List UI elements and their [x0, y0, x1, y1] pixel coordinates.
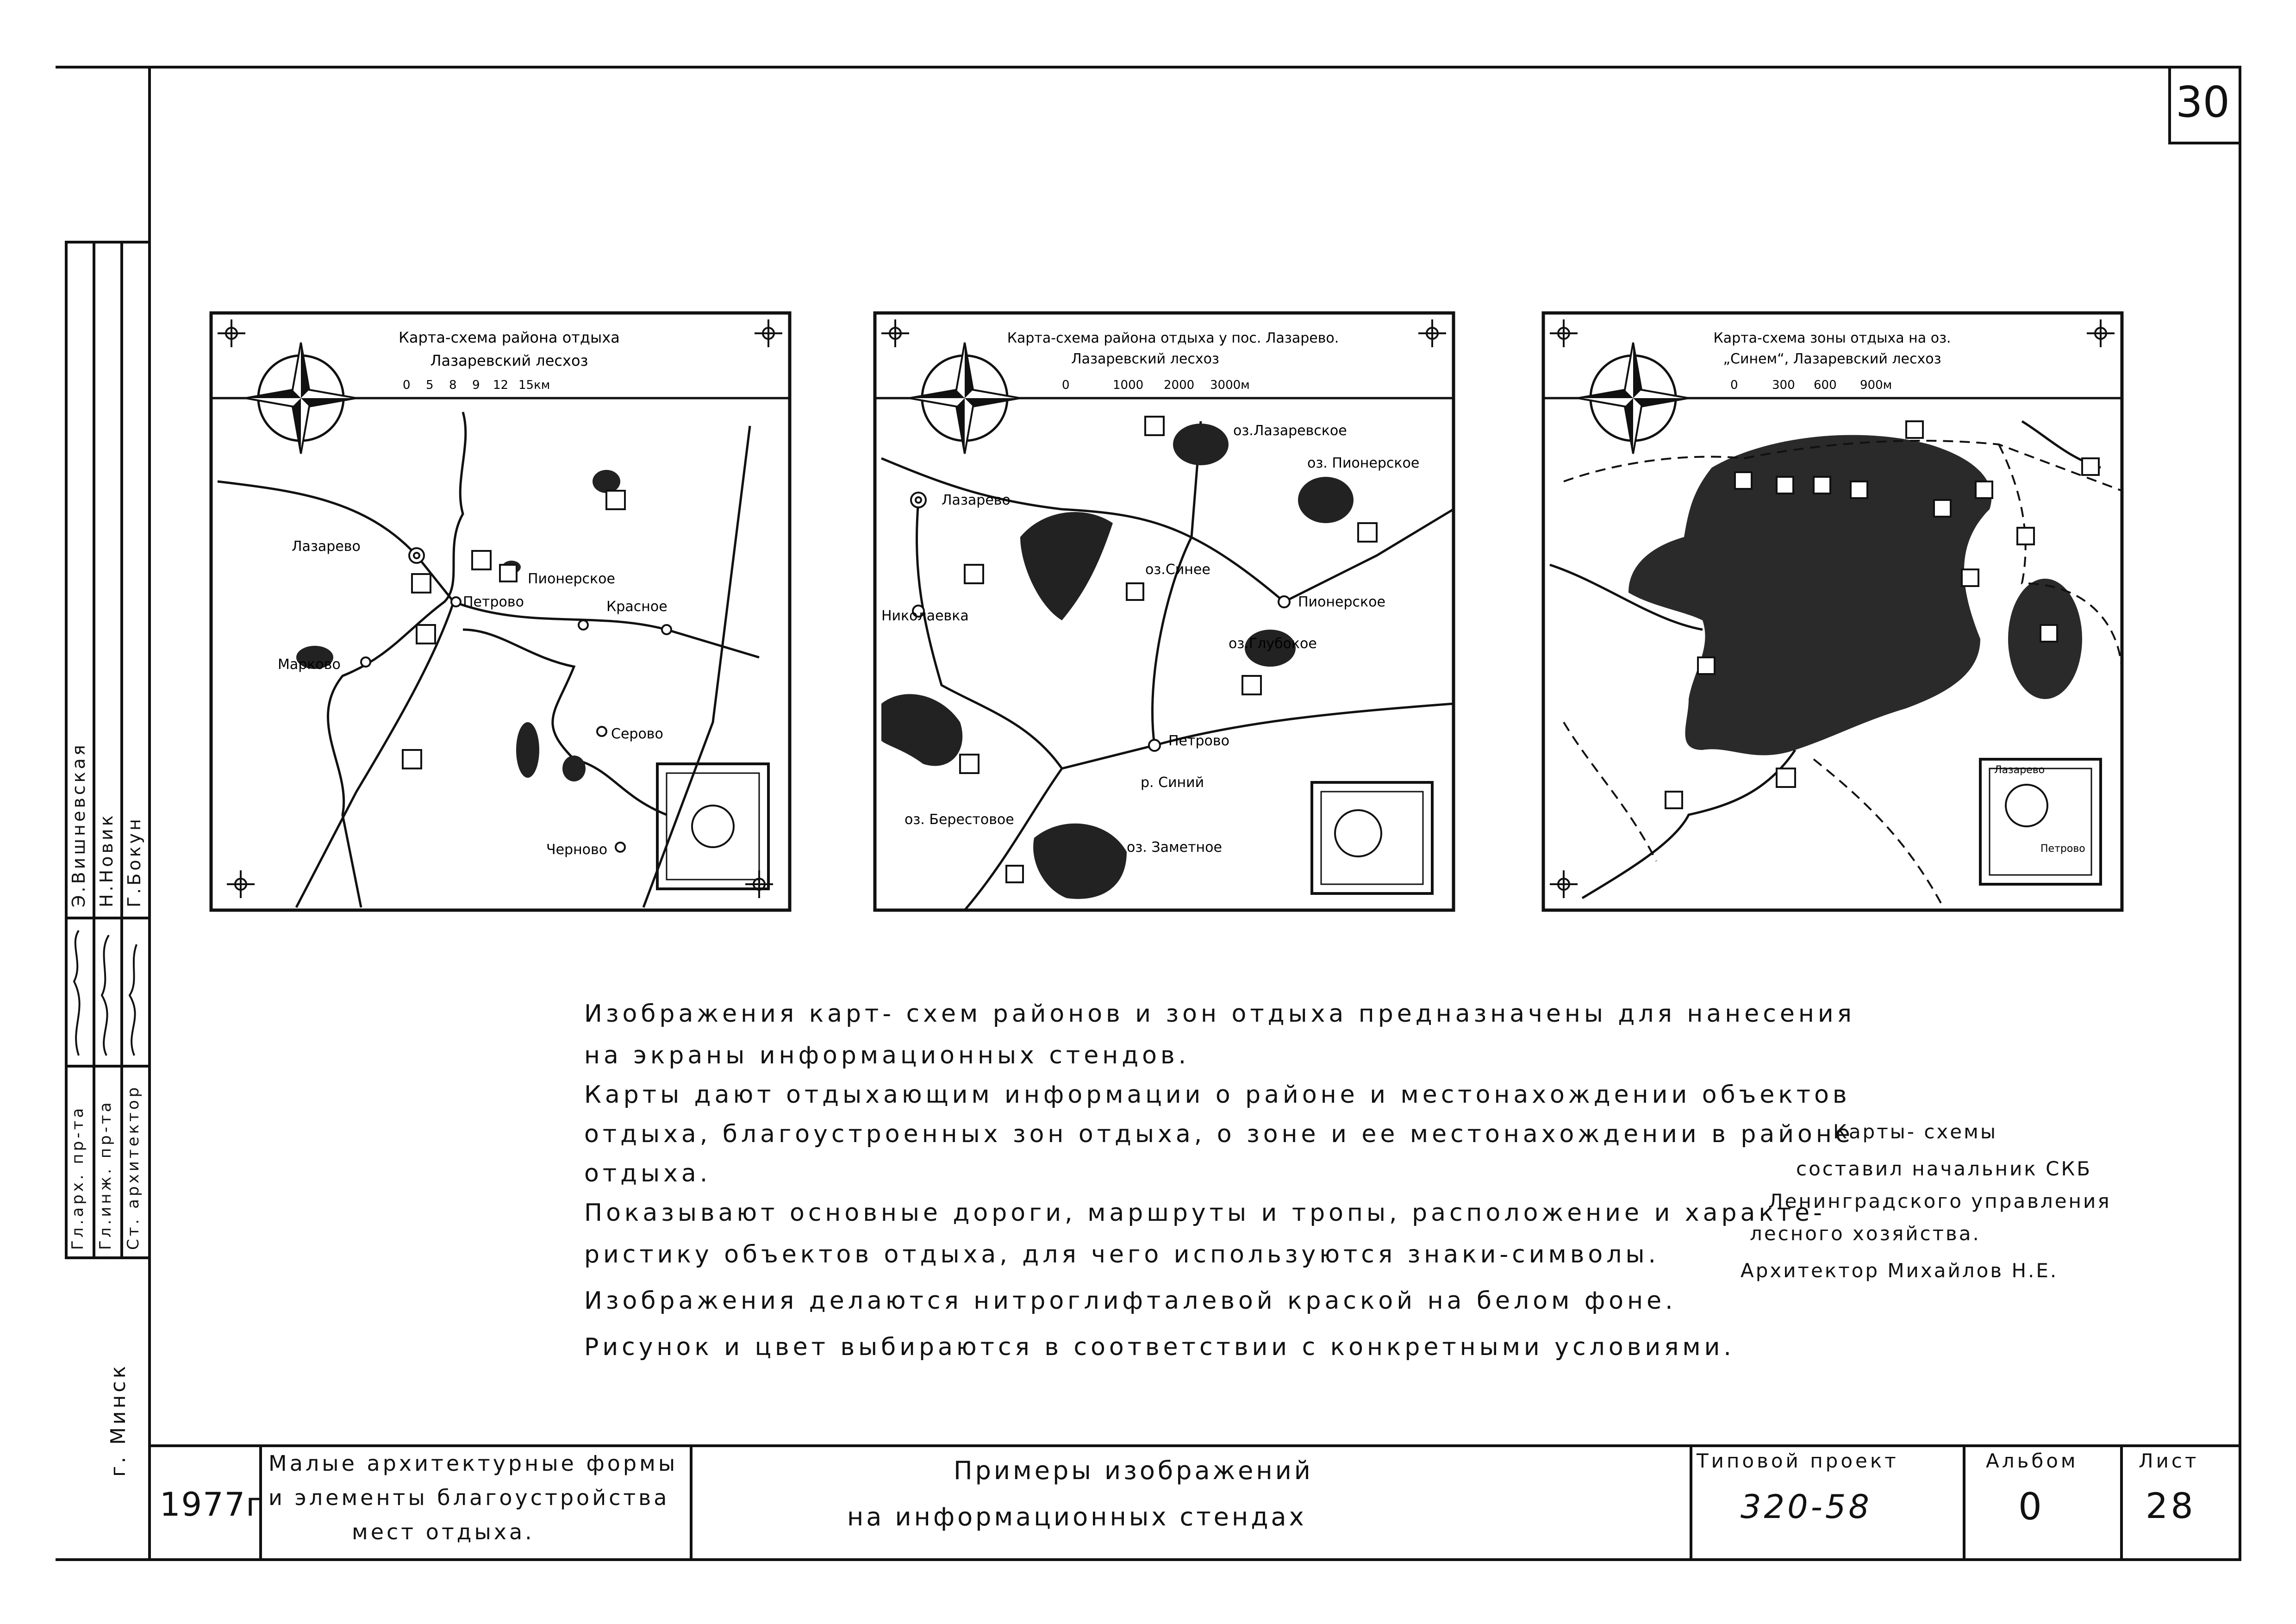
- sheet-value: 28: [2146, 1485, 2196, 1526]
- map-panel-3: [1536, 306, 2128, 917]
- map-2-scale-2: 2000: [1164, 378, 1195, 392]
- map-1-scale-5: 15км: [518, 378, 550, 392]
- map-2-place-2: оз. Пионерское: [1307, 455, 1420, 471]
- map-2-place-1: оз.Лазаревское: [1233, 423, 1347, 439]
- stamp-role-2: Гл.инж. пр-та: [96, 1099, 115, 1250]
- paragraph-line-5: отдыха.: [584, 1160, 711, 1187]
- stamp-role-3: Ст. архитектор: [124, 1084, 143, 1250]
- map-2-scale-3: 3000м: [1210, 378, 1250, 392]
- title-line-2: на информационных стендах: [847, 1502, 1307, 1531]
- paragraph-line-3: Карты дают отдыхающим информации о районе и местонахождении объектов: [584, 1081, 1851, 1109]
- series-line-1: Малые архитектурные формы: [268, 1451, 678, 1476]
- credit-line-3: Ленинградского управления: [1768, 1190, 2111, 1212]
- paragraph-line-4: отдыха, благоустроенных зон отдыха, о зоне и ее местонахождении в районе: [584, 1120, 1854, 1148]
- map-2-title-1: Карта-схема района отдыха у пос. Лазарево.: [1007, 330, 1339, 346]
- album-label: Альбом: [1986, 1449, 2078, 1472]
- map-1-place-3: Красное: [606, 599, 668, 615]
- map-1-scale-2: 8: [449, 378, 457, 392]
- map-1-scale-3: 9: [472, 378, 480, 392]
- project-label: Типовой проект: [1697, 1449, 1899, 1472]
- paragraph-line-6: Показывают основные дороги, маршруты и тропы, расположение и характе-: [584, 1199, 1826, 1227]
- map-1-title-1: Карта-схема района отдыха: [399, 329, 620, 346]
- map-3-scale-3: 900м: [1860, 378, 1892, 392]
- map-3-scale-2: 600: [1814, 378, 1837, 392]
- stamp-name-2: Н.Новик: [96, 812, 117, 907]
- paragraph-line-1: Изображения карт- схем районов и зон отдыха предназначены для нанесения: [584, 1000, 1855, 1028]
- compass-rose-icon: [909, 343, 1020, 454]
- map-1-place-5: Серово: [611, 726, 663, 742]
- corner-sheet-number: 30: [2176, 77, 2230, 127]
- right-frame-line: [2239, 66, 2241, 1561]
- map-2-place-10: оз. Заметное: [1127, 839, 1222, 856]
- project-value: 320-58: [1741, 1488, 1872, 1526]
- map-3-scale-0: 0: [1730, 378, 1738, 392]
- map-1-place-4: Марково: [278, 656, 341, 673]
- map-2-place-4: оз.Синее: [1145, 562, 1210, 578]
- compass-rose-icon: [245, 343, 356, 454]
- map-1-title-2: Лазаревский лесхоз: [430, 352, 588, 369]
- paragraph-line-8: Изображения делаются нитроглифталевой краской на белом фоне.: [584, 1287, 1677, 1315]
- sheet-label: Лист: [2139, 1449, 2199, 1472]
- map-2-inset-box: [1312, 782, 1432, 893]
- credit-line-2: составил начальник СКБ: [1796, 1157, 2092, 1180]
- map-2-place-9: оз. Берестовое: [905, 812, 1014, 828]
- map-2-place-0: Лазарево: [942, 492, 1011, 508]
- map-2-scale-0: 0: [1062, 378, 1070, 392]
- title-year: 1977г: [160, 1486, 264, 1524]
- map-2-scale-1: 1000: [1113, 378, 1144, 392]
- credit-line-5: Архитектор Михайлов Н.Е.: [1741, 1259, 2059, 1282]
- paragraph-line-9: Рисунок и цвет выбираются в соответствии с конкретными условиями.: [584, 1333, 1735, 1361]
- stamp-role-1: Гл.арх. пр-та: [69, 1105, 87, 1250]
- map-panel-2: [867, 306, 1460, 917]
- map-2-place-6: оз.Глубокое: [1229, 636, 1317, 652]
- stamp-name-3: Г.Бокун: [124, 816, 144, 907]
- signatures: [65, 926, 151, 1065]
- paragraph-line-2: на экраны информационных стендов.: [584, 1042, 1190, 1069]
- map-2-title-2: Лазаревский лесхоз: [1071, 351, 1219, 367]
- credit-line-4: лесного хозяйства.: [1750, 1222, 1981, 1245]
- city-label: г. Минск: [106, 1363, 130, 1477]
- credit-line-1: Карты- схемы: [1833, 1120, 1997, 1143]
- map-1-place-6: Черново: [546, 842, 608, 858]
- top-frame-line: [56, 66, 2240, 69]
- series-line-2: и элементы благоустройства: [268, 1485, 670, 1510]
- album-value: 0: [2018, 1485, 2045, 1528]
- compass-rose-icon: [1578, 343, 1689, 454]
- map-2-place-5: Пионерское: [1298, 594, 1385, 610]
- series-line-3: мест отдыха.: [352, 1519, 535, 1544]
- map-panel-1: [204, 306, 796, 917]
- map-2-place-7: Петрово: [1168, 733, 1229, 749]
- map-3-inset-place-0: Лазарево: [1994, 764, 2045, 776]
- map-1-place-1: Пионерское: [528, 571, 615, 587]
- stamp-name-1: Э.Вишневская: [69, 742, 89, 907]
- map-2-place-3: Николаевка: [881, 608, 969, 624]
- map-1-place-2: Петрово: [463, 594, 524, 610]
- map-3-inset-place-1: Петрово: [2040, 843, 2085, 855]
- map-1-place-0: Лазарево: [292, 538, 361, 555]
- map-1-scale-4: 12: [493, 378, 509, 392]
- paragraph-line-7: ристику объектов отдыха, для чего используются знаки-символы.: [584, 1241, 1660, 1268]
- title-line-1: Примеры изображений: [954, 1456, 1313, 1485]
- map-3-title-2: „Синем“, Лазаревский лесхоз: [1723, 351, 1941, 367]
- map-3-title-1: Карта-схема зоны отдыха на оз.: [1713, 330, 1951, 346]
- map-2-place-8: р. Синий: [1141, 775, 1204, 791]
- map-1-scale-1: 5: [426, 378, 434, 392]
- map-1-scale-0: 0: [403, 378, 411, 392]
- map-3-scale-1: 300: [1772, 378, 1795, 392]
